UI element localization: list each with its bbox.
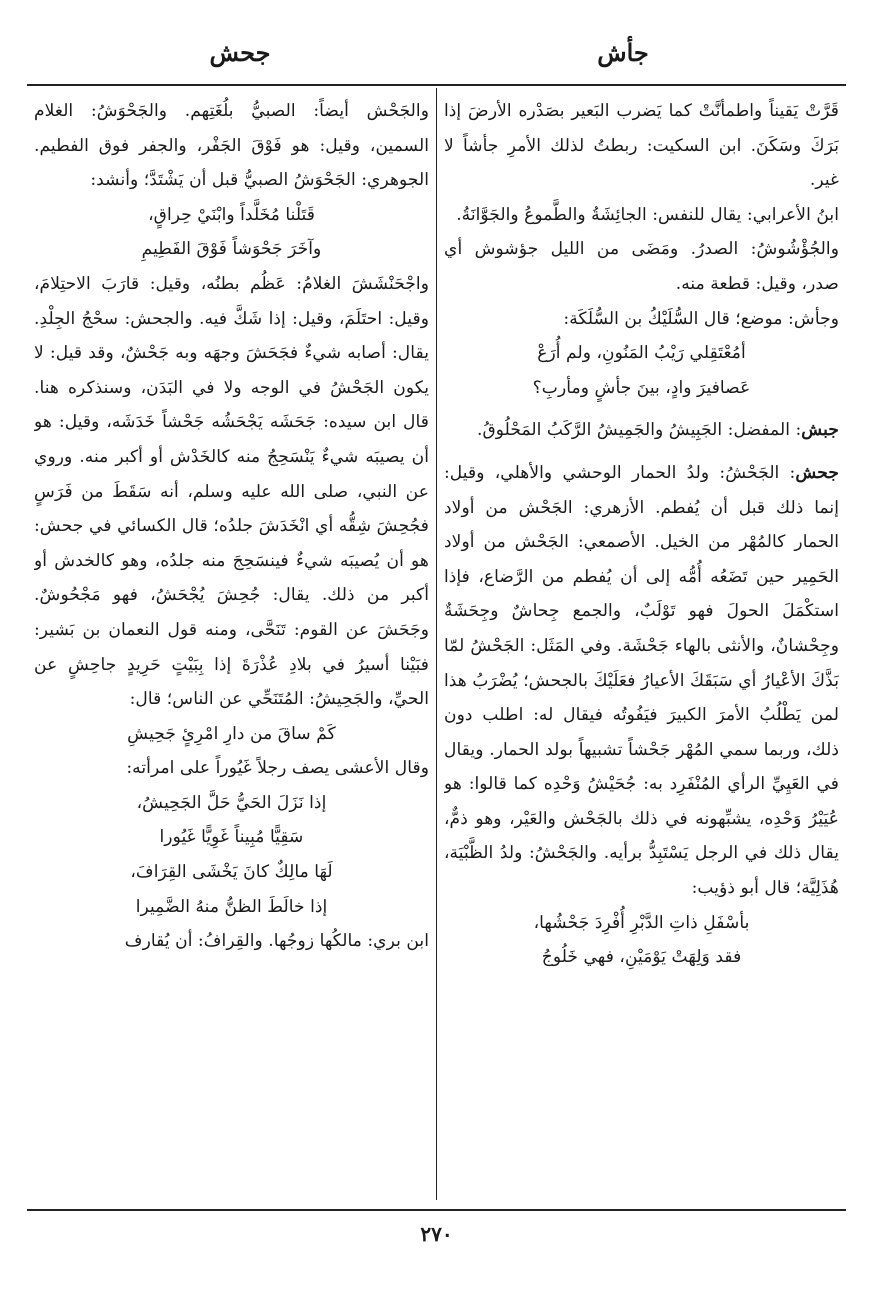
spacer [444, 405, 839, 413]
entry-paragraph: وقال الأعشى يصف رجلاً غَيُوراً على امرأته: [126, 758, 429, 779]
verse-line: وآخَرَ جَحْوَشاً فَوْقَ الفَطِيمِ [141, 239, 322, 260]
verse-line: عَصافيرَ وادٍ، بينَ جأشٍ ومأربِ؟ [532, 377, 751, 398]
spacer [444, 448, 839, 456]
entry-paragraph: وجأش: موضع؛ قال السُّلَيْكُ بن السُّلَكَة: [563, 308, 839, 329]
column-separator [436, 88, 437, 1200]
entry-paragraph: واجْحَنْشَشَ الغلامُ: عَظُم بطنُه، وقيل: قارَبَ الاحتِلامَ، وقيل: احتَلَمَ، وقيل: إذا شَكَّ فيه. والجحش: سحْجُ الجِلْدِ. يقال: أصابه شيءٌ فجَحَشَ وجهَه وبه جَحْشٌ، وقد قيل: لا يكون الجَحْشُ في الوجه ولا في البَدَن، وسنذكره هنا. قال ابن سيده: جَحَشَه يَجْحَشُه جَحْشاً خَدَشَه، وقيل: هو أن يصيبَه شيءٌ يَنْسَحِجُ منه كالخَدْش أو أكبر منه. وروي عن النبي، صلى الله عليه وسلم، أنه سَقَطَ من فَرَسٍ فجُحِشَ شِقُّه أي انْخَدَشَ جلدُه؛ قال الكسائي في جحش: هو أن يُصيبَه شيءٌ فينسَحِجَ منه جلدُه، وهو كالخدش أو أكبر من ذلك. يقال: جُحِشَ يُجْحَشُ، فهو مَجْحُوشٌ. وجَحَشَ عن القوم: تَنَحَّى، ومنه قول النعمان بن بَشير: فبَيْنا أسيرُ في بلادِ عُذْرَةَ إذا بِبَيْتٍ حَرِيدٍ جاحِشٍ عن الحيِّ، والجَحِيشُ: المُتَنَحِّي عن الناس؛ قال: [34, 273, 429, 710]
header-rule [27, 84, 846, 86]
right-column [444, 94, 839, 1202]
page-number: ٢٧٠ [420, 1222, 453, 1246]
entry-jhsh [444, 456, 839, 906]
verse-line: أمُعْتَقِلي رَيْبُ المَنُونِ، ولم أُرَعْ [537, 343, 746, 364]
entry-paragraph: ابنُ الأعرابي: يقال للنفس: الجائِشَةُ والطَّموعُ والجَوَّانَةُ. [456, 204, 839, 225]
entry-paragraph: ابن بري: مالكُها زوجُها. والقِرافُ: أن يُقارف [124, 931, 429, 952]
entry-body: : المفضل: الجَبِيشُ والجَمِيشُ الرَّكَبُ المَحْلُوقُ. [477, 420, 802, 441]
entry-paragraph: والجَحْش أيضاً: الصبيُّ بلُغَتِهم. والجَحْوَشُ: الغلام السمين، وقيل: هو فَوْقَ الجَفْر، والجفر فوق الفطيم. الجوهري: الجَحْوَشُ الصبيُّ قبل أن يَشْتَدَّ؛ وأنشد: [34, 101, 429, 191]
verse-line: قَتَلْنا مُخَلَّداً وابْنَيْ حِراقٍ، [148, 204, 315, 225]
entry-jbsh [444, 413, 839, 448]
verse-line: إذا نَزَلَ الحَيُّ حَلَّ الجَحِيشُ، [136, 792, 327, 813]
entry-paragraph: والجُؤْشُوشُ: الصدرُ. ومَضَى من الليل جؤشوش أي صدر، وقيل: قطعة منه. [444, 239, 839, 294]
header-right-headword: جأش [597, 38, 649, 67]
entry-headword: جبش [801, 420, 839, 441]
verse-line: لَهَا مالِكٌ كانَ يَخْشَى القِرَافَ، [130, 862, 333, 883]
header-left-headword: جحش [209, 38, 271, 67]
footer-rule [27, 1209, 846, 1211]
verse-line: سَقِيًّا مُبِيناً غَوِيًّا غَيُورا [159, 827, 304, 848]
entry-paragraph: قَرَّتْ يَقيناً واطمأنَّتْ كما يَضرب البَعير بصَدْره الأرضَ إذا بَرَكَ وسَكَنَ. ابن السكيت: ربطتُ لذلك الأمرِ جأشاً لا غير. [444, 101, 839, 191]
entry-headword: جحش [795, 462, 839, 483]
verse-line: فقد وَلِهَتْ يَوْمَيْنِ، فهي خَلُوجُ [541, 947, 742, 968]
entry-body: : الجَحْشُ: ولدُ الحمار الوحشي والأهلي، وقيل: إنما ذلك قبل أن يُفطم. الأزهري: الجَحْش من أولاد الحمار كالمُهْر من الخيل. الأصمعي: الجَحْش من أولاد الحَمِير حين تَضَعُه أُمُّه إلى أن يُفطم من الرَّضاع، فإذا استكْمَلَ الحولَ فهو تَوْلَبٌ، والجمع جِحاشٌ وجِحَشَةٌ وجِحْشانٌ، والأنثى بالهاء جَحْشَة. وفي المَثَل: الجَحْشُ لمّا بَذَّكَ الأعْيارُ أي سَبَقَكَ الأعيارُ فعَلَيْكَ بالجحش؛ يُضْرَبُ هذا لمن يَطْلُبُ الأمرَ الكبيرَ فيَفُوتُه فيقال له: اطلب دون ذلك، وربما سمي المُهْر جَحْشاً تشبيهاً بولد الحمار. ويقال في العَيِيِّ الرأي المُنْفَرِد به: جُحَيْشُ وَحْدِه كما قالوا: هو عُيَيْرُ وَحْدِه، يشبِّهونه في ذلك بالجَحْش والعَيْر، وهو ذمٌّ، يقال ذلك في الرجل يَسْتَبِدُّ برأيه. والجَحْشُ: ولدُ الظَّبْيَة، هُذَلِيَّة؛ قال أبو ذؤيب: [444, 462, 839, 899]
verse-line: كَمْ ساقَ من دارِ امْرِئٍ جَحِيشِ [127, 723, 336, 744]
left-column [34, 94, 429, 1202]
verse-line: إذا خالَطَ الظنُّ منهُ الضَّمِيرا [135, 896, 328, 917]
verse-line: بأسْفَلِ ذاتِ الدَّبْرِ أُفْرِدَ جَحْشُها، [533, 912, 750, 933]
